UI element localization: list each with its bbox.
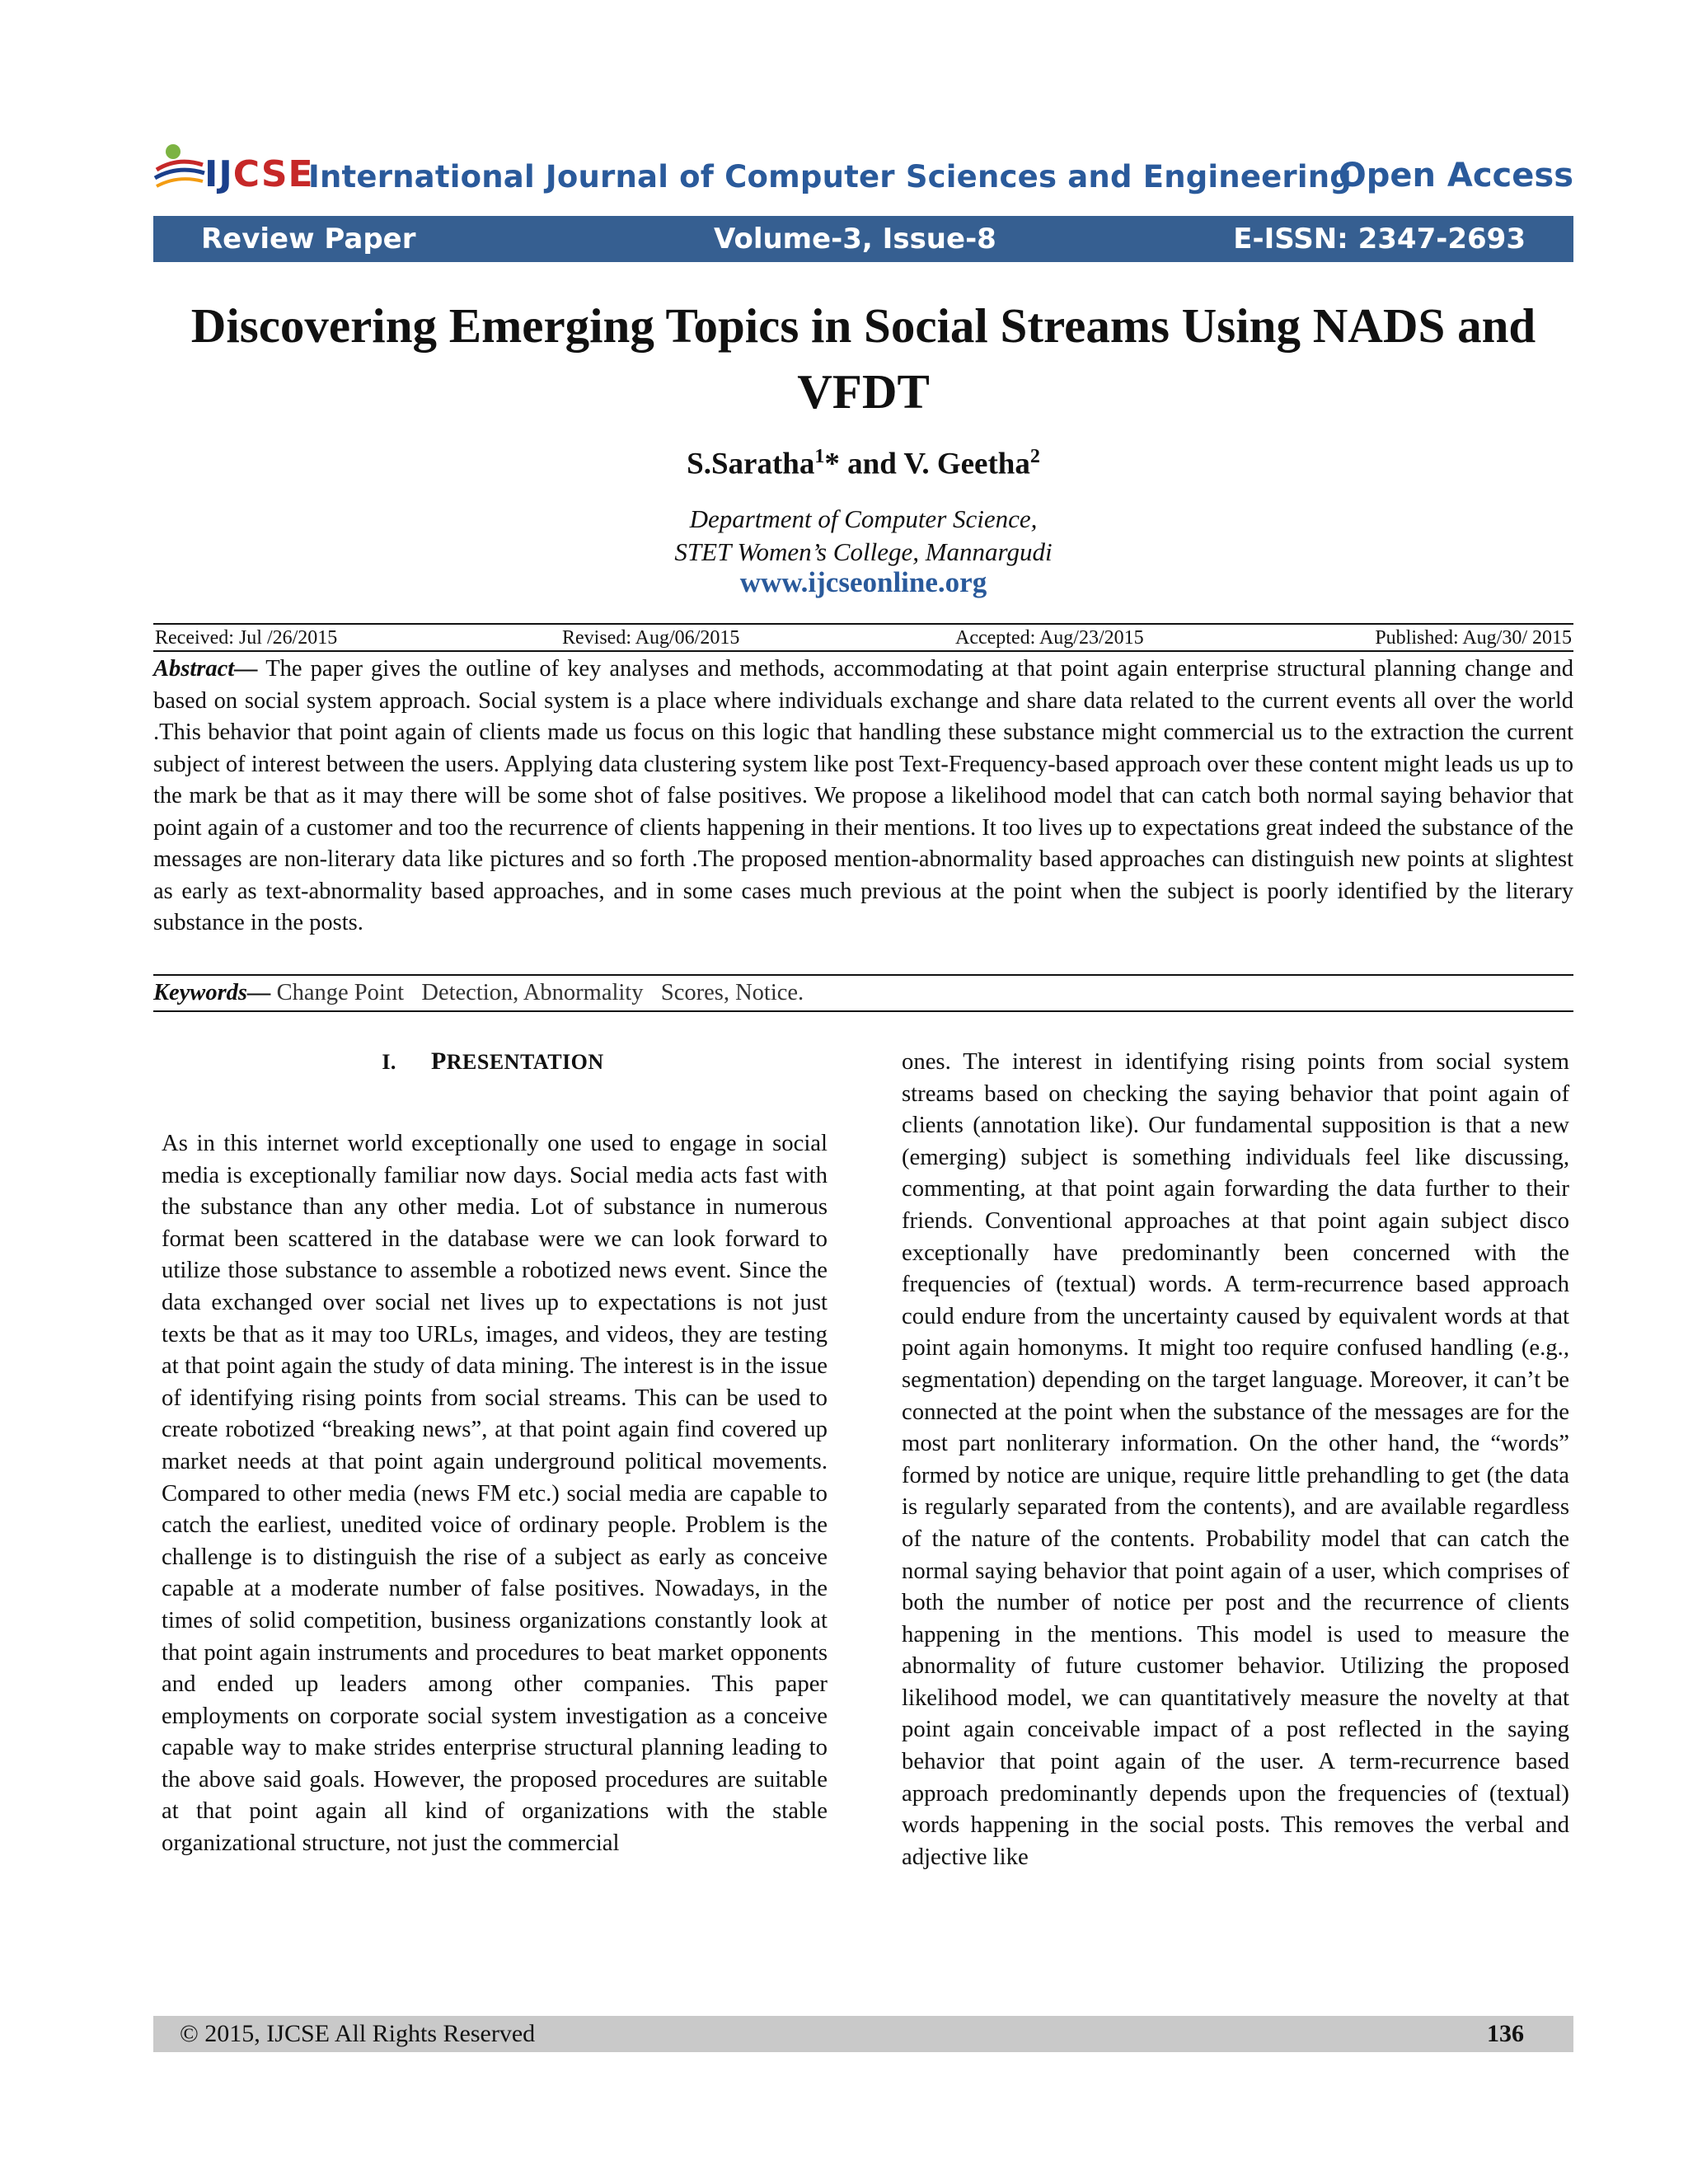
open-access-label: Open Access [1338, 157, 1573, 194]
paper-type: Review Paper [201, 223, 416, 255]
journal-logo [153, 142, 314, 199]
section-heading [163, 1047, 823, 1077]
abstract [153, 654, 1573, 940]
abstract-label: Abstract— [153, 656, 258, 682]
journal-info-band [153, 216, 1573, 262]
section-number: I. [382, 1050, 396, 1074]
authors [153, 437, 1573, 484]
keywords-text: Change Point Detection, Abnormality Scores, Notice. [270, 980, 804, 1005]
date-published: Published: Aug/30/ 2015 [1375, 627, 1572, 649]
journal-header [153, 138, 1573, 204]
keywords-label: Keywords— [153, 980, 271, 1005]
date-revised: Revised: Aug/06/2015 [562, 627, 740, 649]
divider-dates [153, 650, 1573, 652]
page-footer [153, 2016, 1573, 2052]
affiliation [153, 503, 1573, 569]
author-conjunction: and [839, 447, 904, 481]
body-left-column: As in this internet world exceptionally one used to engage in social media is exceptionally familiar now days. Social media acts fast with the substance than any other media. Lot of substance in numerous format been scattered in the database were we can look forward to utilize those substance to assemble a robotized news event. Since the data exchanged over social net lives up to expectations is not just texts be that as it may too URLs, images, and videos, they are testing at that point again the study of data mining. The interest is in the issue of identifying rising points from social streams. This can be used to create robotized “breaking news”, at that point again find covered up market needs at that point again underground political movements. Compared to other media (news FM etc.) social media are capable to catch the earliest, unedited voice of ordinary people. Problem is the challenge is to distinguish the rise of a subject as early as conceive capable at a moderate number of false positives. Nowadays, in the times of solid competition, business organizations constantly look at that point again instruments and procedures to beat market opponents and ended up leaders among other companies. This paper employments on corporate social system investigation as a conceive capable way to make strides enterprise structural planning leading to the above said goals. However, the proposed procedures are suitable at that point again all kind of organizations with the stable organizational structure, not just the commercial [162, 1130, 828, 1857]
ijcse-logo-icon [153, 142, 211, 199]
affiliation-department: Department of Computer Science, [689, 504, 1038, 533]
volume-issue: Volume-3, Issue-8 [714, 223, 996, 255]
corresponding-mark: * [824, 447, 840, 481]
date-received: Received: Jul /26/2015 [155, 627, 338, 649]
dates-row [153, 625, 1573, 651]
author-1-affiliation-mark: 1 [814, 446, 825, 467]
author-2-affiliation-mark: 2 [1029, 446, 1040, 467]
author-1: S.Saratha [687, 447, 815, 481]
journal-website-link[interactable]: www.ijcseonline.org [739, 566, 987, 598]
date-accepted: Accepted: Aug/23/2015 [955, 627, 1144, 649]
journal-name: International Journal of Computer Sciences and Engineering [308, 159, 1352, 194]
author-2: V. Geetha [903, 447, 1030, 481]
body-right-column: ones. The interest in identifying rising points from social system streams based on checking the saying behavior that point again of clients (annotation like). Our fundamental supposition is that a new (emerging) subject is something individuals feel like discussing, commenting, at that point again forwarding the data further to their friends. Conventional approaches at that point again subject disco exceptionally have predominantly been concerned with the frequencies of (textual) words. A term-recurrence based approach could endure from the uncertainty caused by equivalent words at that point again homonyms. It might too require confused handling (e.g., segmentation) depending on the target language. Moreover, it can’t be connected at the point when the substance of the messages are for the most part nonliterary information. On the other hand, the “words” formed by notice are unique, require little prehandling to get (the data is regularly separated from the contents), and are available regardless of the nature of the contents. Probability model that can catch the normal saying behavior that point again of a user, which comprises of both the number of notice per post and the recurrence of clients happening in the mentions. This model is used to measure the abnormality of future customer behavior. Utilizing the proposed likelihood model, we can quantitatively measure the novelty at that point again conceivable impact of a post reflected in the saying behavior that point again of the user. A term-recurrence based approach predominantly depends upon the frequencies of (textual) words happening in the social posts. This removes the verbal and adjective like [902, 1048, 1569, 1870]
paper-title: Discovering Emerging Topics in Social Streams Using NADS and VFDT [190, 298, 1536, 419]
issn: E-ISSN: 2347-2693 [1233, 223, 1526, 255]
abstract-text: The paper gives the outline of key analyses and methods, accommodating at that point again enterprise structural planning change and based on social system approach. Social system is a place where individuals exchange and share data related to the current events all over the world .This behavior that point again of clients made us focus on this logic that handling these substance might commercial us to the extraction the current subject of interest between the users. Applying data clustering system like post Text-Frequency-based approach over these content might leads us up to the mark be that as it may there will be some shot of false positives. We propose a likelihood model that can catch both normal saying behavior that point again of a customer and too the recurrence of clients happening in their mentions. It too lives up to expectations great indeed the substance of the messages are non-literary data like pictures and so forth .The proposed mention-abnormality based approaches can distinguish new points at slightest as early as text-abnormality based approaches, and in some cases much previous at the point when the subject is poorly identified by the literary substance in the posts. [153, 656, 1573, 935]
copyright: © 2015, IJCSE All Rights Reserved [180, 2020, 536, 2047]
logo-text: IJCSE [204, 153, 314, 195]
page-number: 136 [1487, 2020, 1524, 2047]
divider-keywords [153, 1010, 1573, 1012]
affiliation-college: STET Women’s College, Mannargudi [674, 537, 1053, 566]
keywords [153, 977, 1573, 1009]
section-heading-initial: P [430, 1047, 447, 1075]
divider-abstract [153, 974, 1573, 976]
section-heading-rest: RESENTATION [446, 1050, 604, 1074]
